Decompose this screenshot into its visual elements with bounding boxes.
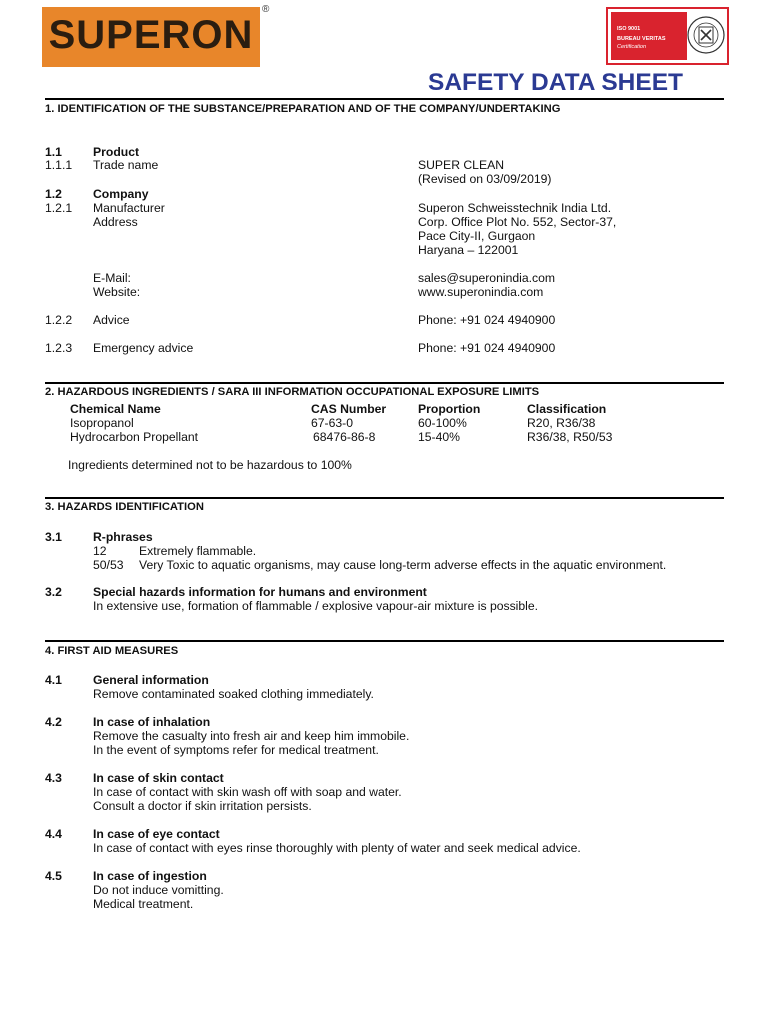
subsection-num: 4.2 [45, 715, 62, 729]
divider [45, 382, 724, 384]
phrase-code: 50/53 [93, 558, 124, 572]
row-value: Superon Schweisstechnik India Ltd. [418, 201, 612, 215]
subsection-text: In the event of symptoms refer for medical treatment. [93, 743, 379, 757]
row-value: (Revised on 03/09/2019) [418, 172, 552, 186]
subsection-text: In case of contact with skin wash off with soap and water. [93, 785, 402, 799]
subsection-title: Special hazards information for humans and environment [93, 585, 427, 599]
column-header: CAS Number [311, 402, 387, 416]
superon-logo [42, 7, 260, 67]
table-cell: 60-100% [418, 416, 467, 430]
subsection-num: 4.1 [45, 673, 62, 687]
row-label: Address [93, 215, 138, 229]
subsection-title: In case of ingestion [93, 869, 207, 883]
table-cell: Isopropanol [70, 416, 134, 430]
certification-badge [606, 7, 729, 65]
row-value: Haryana – 122001 [418, 243, 519, 257]
subsection-title: In case of skin contact [93, 771, 224, 785]
table-cell: R36/38, R50/53 [527, 430, 613, 444]
column-header: Classification [527, 402, 607, 416]
website-link[interactable]: www.superonindia.com [418, 285, 544, 299]
row-num: 1.1.1 [45, 158, 73, 172]
row-value: Corp. Office Plot No. 552, Sector-37, [418, 215, 617, 229]
subsection-num: 4.3 [45, 771, 62, 785]
bureau-veritas-seal-icon [686, 13, 726, 59]
row-num: 1.2 [45, 187, 62, 201]
phrase-code: 12 [93, 544, 107, 558]
subsection-title: In case of inhalation [93, 715, 211, 729]
logo-text: SUPERON [48, 13, 254, 57]
cert-panel [611, 12, 687, 60]
table-cell: R20, R36/38 [527, 416, 596, 430]
row-label: Company [93, 187, 149, 201]
row-label: Advice [93, 313, 130, 327]
subsection-text: Do not induce vomitting. [93, 883, 224, 897]
section-3-heading: 3. HAZARDS IDENTIFICATION [45, 501, 204, 513]
row-num: 1.2.2 [45, 313, 73, 327]
ingredients-note: Ingredients determined not to be hazardous to 100% [68, 458, 352, 472]
section-2-heading: 2. HAZARDOUS INGREDIENTS / SARA III INFORMATION OCCUPATIONAL EXPOSURE LIMITS [45, 386, 540, 398]
row-num: 1.2.1 [45, 201, 73, 215]
row-value: Pace City-II, Gurgaon [418, 229, 536, 243]
cert-line-3: Certification [617, 44, 647, 50]
subsection-text: In extensive use, formation of flammable / explosive vapour-air mixture is possible. [93, 599, 539, 613]
subsection-num: 4.4 [45, 827, 62, 841]
table-cell: 15-40% [418, 430, 461, 444]
divider [45, 640, 724, 642]
section-4-heading: 4. FIRST AID MEASURES [45, 645, 179, 657]
table-cell: Hydrocarbon Propellant [70, 430, 199, 444]
row-label: Website: [93, 285, 141, 299]
cert-line-1: ISO 9001 [617, 26, 641, 32]
subsection-text: Consult a doctor if skin irritation persists. [93, 799, 312, 813]
subsection-num: 3.1 [45, 530, 62, 544]
divider [45, 98, 724, 100]
divider [45, 497, 724, 499]
column-header: Chemical Name [70, 402, 161, 416]
row-label: Emergency advice [93, 341, 194, 355]
subsection-num: 4.5 [45, 869, 62, 883]
document-title: SAFETY DATA SHEET [428, 69, 684, 96]
subsection-text: In case of contact with eyes rinse thoroughly with plenty of water and seek medical advice. [93, 841, 581, 855]
subsection-text: Medical treatment. [93, 897, 194, 911]
row-label: Manufacturer [93, 201, 165, 215]
phrase-text: Extremely flammable. [139, 544, 257, 558]
cert-line-2: BUREAU VERITAS [617, 36, 666, 42]
registered-mark: ® [262, 4, 270, 15]
row-value: SUPER CLEAN [418, 158, 505, 172]
subsection-title: General information [93, 673, 209, 687]
subsection-num: 3.2 [45, 585, 62, 599]
subsection-title: In case of eye contact [93, 827, 220, 841]
subsection-text: Remove contaminated soaked clothing immediately. [93, 687, 374, 701]
table-cell: 67-63-0 [311, 416, 354, 430]
row-label: E-Mail: [93, 271, 131, 285]
subsection-title: R-phrases [93, 530, 153, 544]
column-header: Proportion [418, 402, 481, 416]
row-num: 1.2.3 [45, 341, 73, 355]
row-label: Product [93, 145, 140, 159]
subsection-text: Remove the casualty into fresh air and keep him immobile. [93, 729, 410, 743]
row-value: Phone: +91 024 4940900 [418, 341, 556, 355]
row-label: Trade name [93, 158, 159, 172]
row-num: 1.1 [45, 145, 62, 159]
phrase-text: Very Toxic to aquatic organisms, may cause long-term adverse effects in the aquatic environment. [139, 558, 667, 572]
section-1-heading: 1. IDENTIFICATION OF THE SUBSTANCE/PREPARATION AND OF THE COMPANY/UNDERTAKING [45, 103, 561, 115]
row-value: Phone: +91 024 4940900 [418, 313, 556, 327]
email-link[interactable]: sales@superonindia.com [418, 271, 556, 285]
table-cell: 68476-86-8 [313, 430, 376, 444]
